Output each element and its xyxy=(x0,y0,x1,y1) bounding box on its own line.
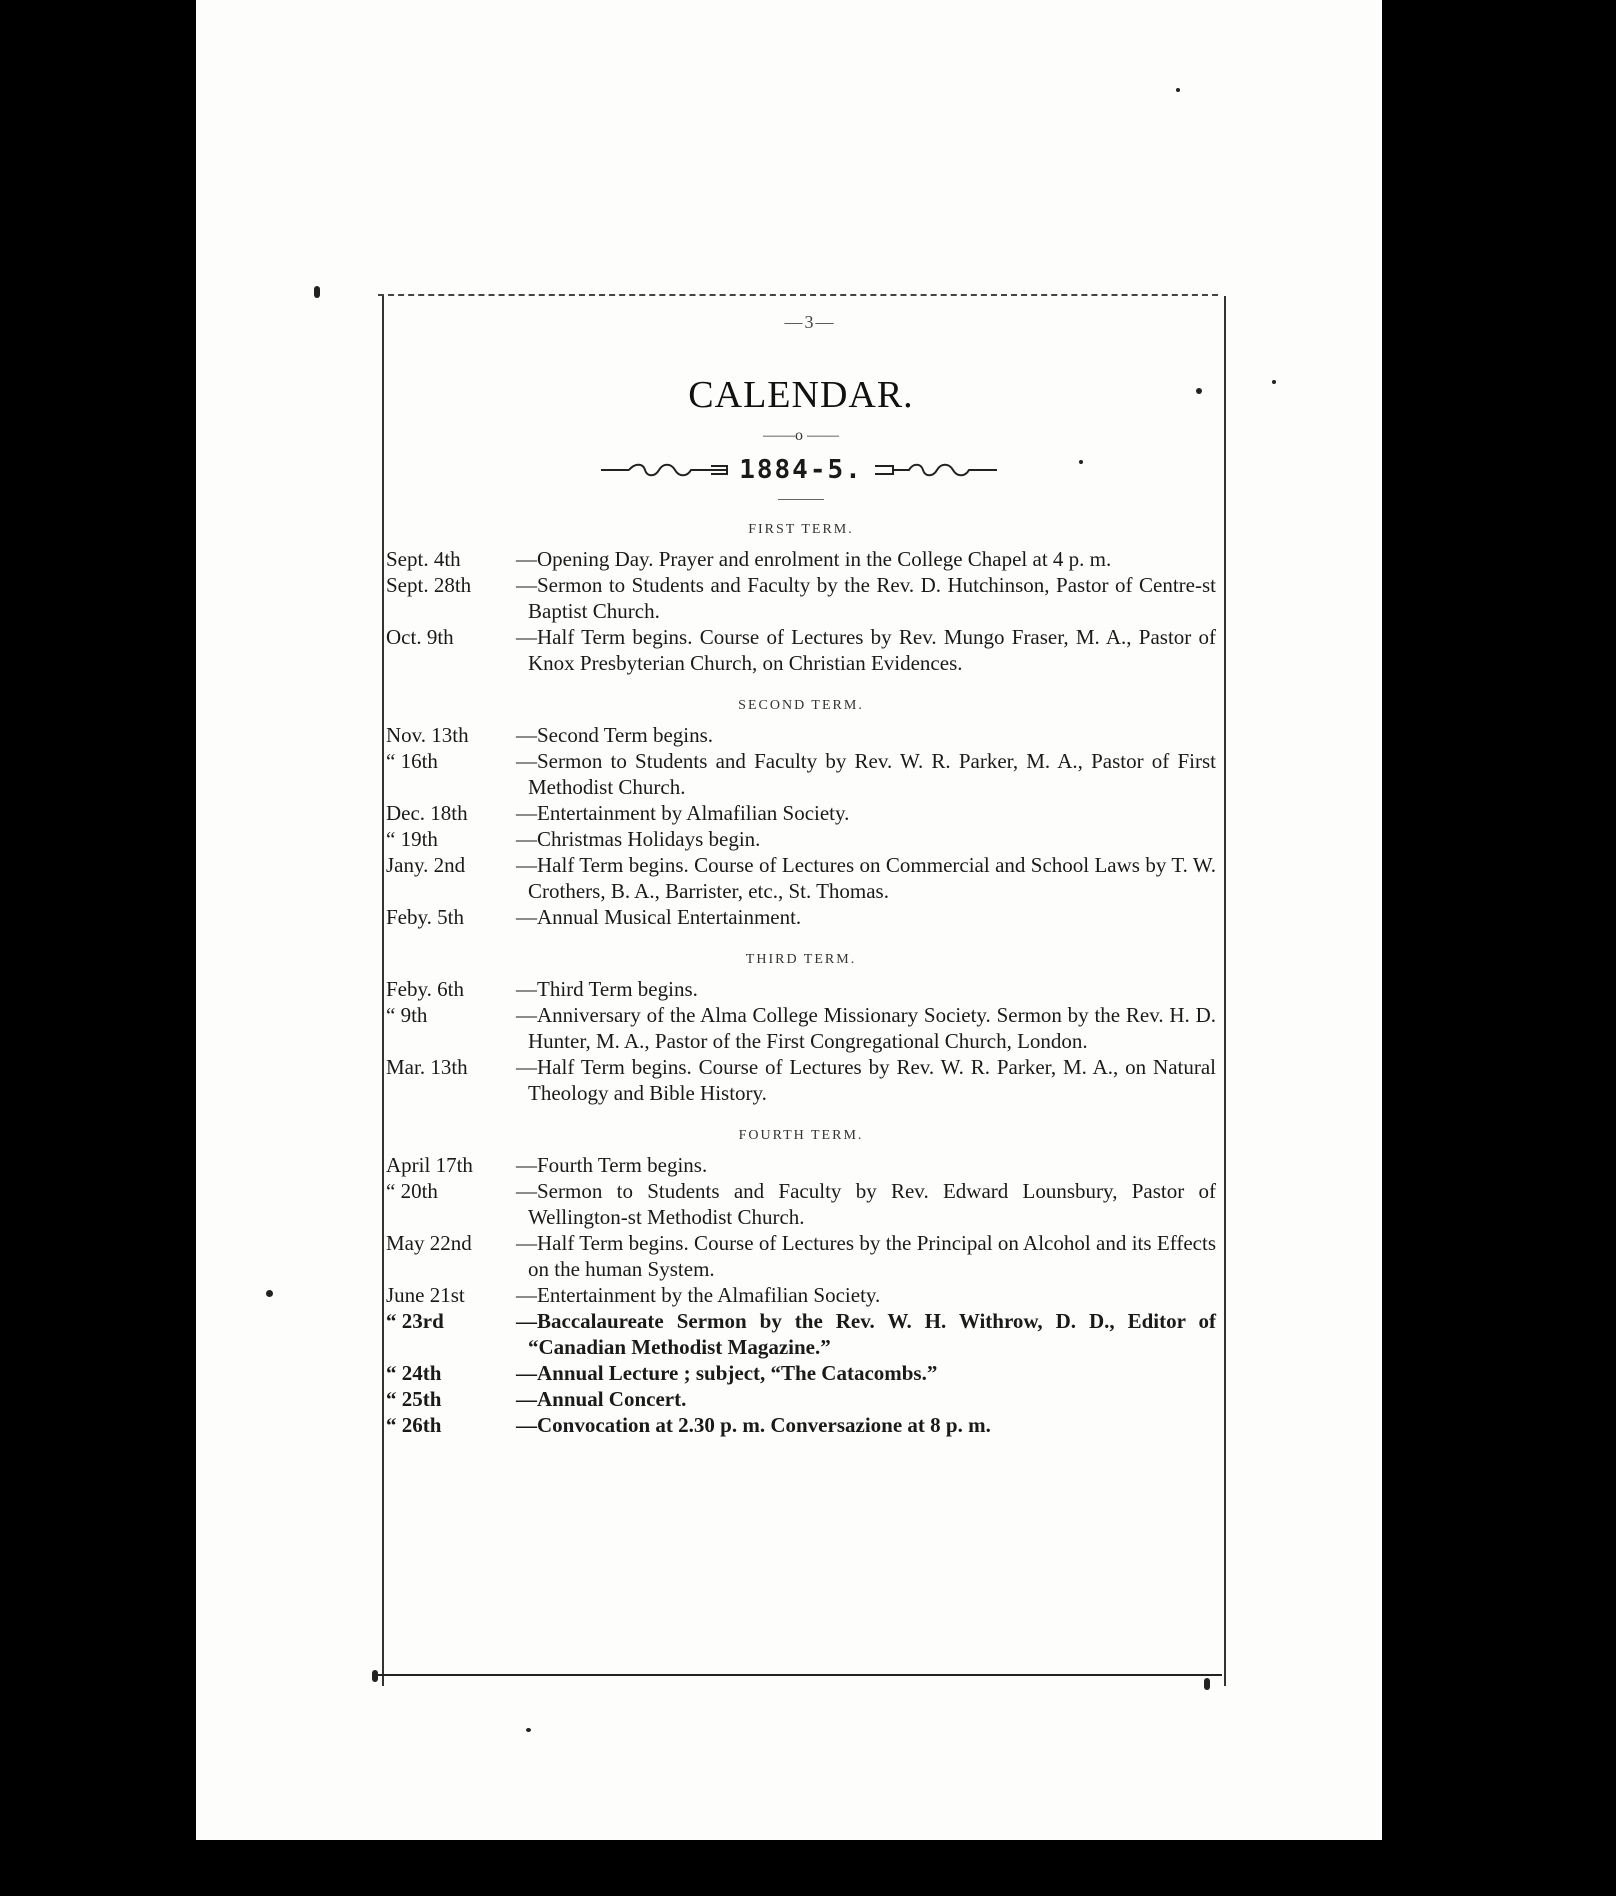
frame-corner-mark xyxy=(314,286,320,298)
calendar-entry xyxy=(386,1002,1216,1054)
calendar-entry xyxy=(386,976,1216,1002)
entry-description: —Fourth Term begins. xyxy=(516,1153,708,1177)
calendar-entry xyxy=(386,904,1216,930)
terms-list xyxy=(386,522,1216,1438)
entry-date: “ 25th xyxy=(386,1387,442,1411)
calendar-entry xyxy=(386,1308,1216,1360)
term-heading: THIRD TERM. xyxy=(745,952,857,967)
calendar-entry xyxy=(386,1054,1216,1106)
entry-description: —Second Term begins. xyxy=(516,723,714,747)
entry-description: —Sermon to Students and Faculty by Rev. W. R. Parker, M. A., Pastor of First Methodist Church. xyxy=(516,749,1216,799)
term-heading: SECOND TERM. xyxy=(738,698,864,713)
page-title: CALENDAR. xyxy=(688,374,914,416)
entry-description: —Convocation at 2.30 p. m. Conversazione at 8 p. m. xyxy=(516,1413,991,1437)
left-flourish-icon xyxy=(599,461,729,479)
bottom-border-rule xyxy=(372,1674,1222,1676)
right-flourish-icon xyxy=(873,461,1003,479)
entry-date: “ 20th xyxy=(386,1179,438,1203)
entry-description: —Entertainment by Almafilian Society. xyxy=(516,801,850,825)
entry-description: —Annual Concert. xyxy=(516,1387,687,1411)
entry-description: —Entertainment by the Almafilian Society. xyxy=(516,1283,881,1307)
entry-date: “ 9th xyxy=(386,1003,428,1027)
scanned-page xyxy=(196,0,1382,1840)
year-line xyxy=(386,455,1216,485)
calendar-entry xyxy=(386,826,1216,852)
entry-description: —Sermon to Students and Faculty by the Rev. D. Hutchinson, Pastor of Centre-st Baptist Church. xyxy=(516,573,1216,623)
academic-year: 1884-5. xyxy=(739,455,863,485)
calendar-entry xyxy=(386,1178,1216,1230)
entry-description: —Opening Day. Prayer and enrolment in the College Chapel at 4 p. m. xyxy=(516,547,1112,571)
year-divider xyxy=(778,499,824,500)
term-heading: FOURTH TERM. xyxy=(738,1128,864,1143)
entry-description: —Baccalaureate Sermon by the Rev. W. H. Withrow, D. D., Editor of “Canadian Methodist Magazine.” xyxy=(516,1309,1216,1359)
entry-date: Sept. 28th xyxy=(386,573,472,597)
entry-description: —Half Term begins. Course of Lectures on Commercial and School Laws by T. W. Crothers, B. A., Barrister, etc., St. Thomas. xyxy=(516,853,1216,903)
entry-date: Jany. 2nd xyxy=(386,853,466,877)
entry-date: Nov. 13th xyxy=(386,723,469,747)
calendar-entry xyxy=(386,1152,1216,1178)
entry-description: —Sermon to Students and Faculty by Rev. Edward Lounsbury, Pastor of Wellington-st Methodist Church. xyxy=(516,1179,1216,1229)
calendar-entry xyxy=(386,748,1216,800)
entry-date: Feby. 5th xyxy=(386,905,464,929)
entry-date: Dec. 18th xyxy=(386,801,468,825)
entry-date: “ 26th xyxy=(386,1413,442,1437)
entry-date: “ 23rd xyxy=(386,1309,444,1333)
entry-description: —Annual Musical Entertainment. xyxy=(516,905,802,929)
entry-date: Mar. 13th xyxy=(386,1055,468,1079)
entry-date: “ 19th xyxy=(386,827,438,851)
entry-date: June 21st xyxy=(386,1283,465,1307)
calendar-entry xyxy=(386,546,1216,572)
calendar-entry xyxy=(386,1230,1216,1282)
calendar-entry xyxy=(386,572,1216,624)
entry-description: —Half Term begins. Course of Lectures by Rev. W. R. Parker, M. A., on Natural Theology and Bible History. xyxy=(516,1055,1216,1105)
frame-corner-mark xyxy=(1204,1678,1210,1690)
title-ornament: ——o —— xyxy=(763,427,839,444)
entry-date: Feby. 6th xyxy=(386,977,464,1001)
calendar-entry xyxy=(386,624,1216,676)
entry-description: —Third Term begins. xyxy=(516,977,698,1001)
entry-date: Sept. 4th xyxy=(386,547,461,571)
calendar-entry xyxy=(386,722,1216,748)
calendar-entry xyxy=(386,1282,1216,1308)
dust-speck xyxy=(1272,380,1276,384)
entry-description: —Anniversary of the Alma College Missionary Society. Sermon by the Rev. H. D. Hunter, M. A., Pastor of the First Congregational Church, London. xyxy=(516,1003,1216,1053)
entry-date: “ 16th xyxy=(386,749,438,773)
calendar-content xyxy=(386,312,1216,1438)
dust-speck xyxy=(266,1290,273,1297)
entry-description: —Half Term begins. Course of Lectures by the Principal on Alcohol and its Effects on the human System. xyxy=(516,1231,1216,1281)
entry-date: Oct. 9th xyxy=(386,625,454,649)
calendar-entry xyxy=(386,1412,1216,1438)
entry-description: —Annual Lecture ; subject, “The Catacombs.” xyxy=(516,1361,938,1385)
entry-date: April 17th xyxy=(386,1153,473,1177)
term-heading: FIRST TERM. xyxy=(748,522,854,537)
entry-date: “ 24th xyxy=(386,1361,442,1385)
page-number: —3— xyxy=(784,312,836,332)
calendar-entry xyxy=(386,1386,1216,1412)
calendar-entry xyxy=(386,1360,1216,1386)
entry-description: —Half Term begins. Course of Lectures by Rev. Mungo Fraser, M. A., Pastor of Knox Presbyterian Church, on Christian Evidences. xyxy=(516,625,1216,675)
calendar-entry xyxy=(386,852,1216,904)
dust-speck xyxy=(1176,88,1180,92)
entry-date: May 22nd xyxy=(386,1231,472,1255)
calendar-entry xyxy=(386,800,1216,826)
frame-corner-mark xyxy=(372,1670,378,1682)
dust-speck xyxy=(526,1728,531,1732)
entry-description: —Christmas Holidays begin. xyxy=(516,827,761,851)
